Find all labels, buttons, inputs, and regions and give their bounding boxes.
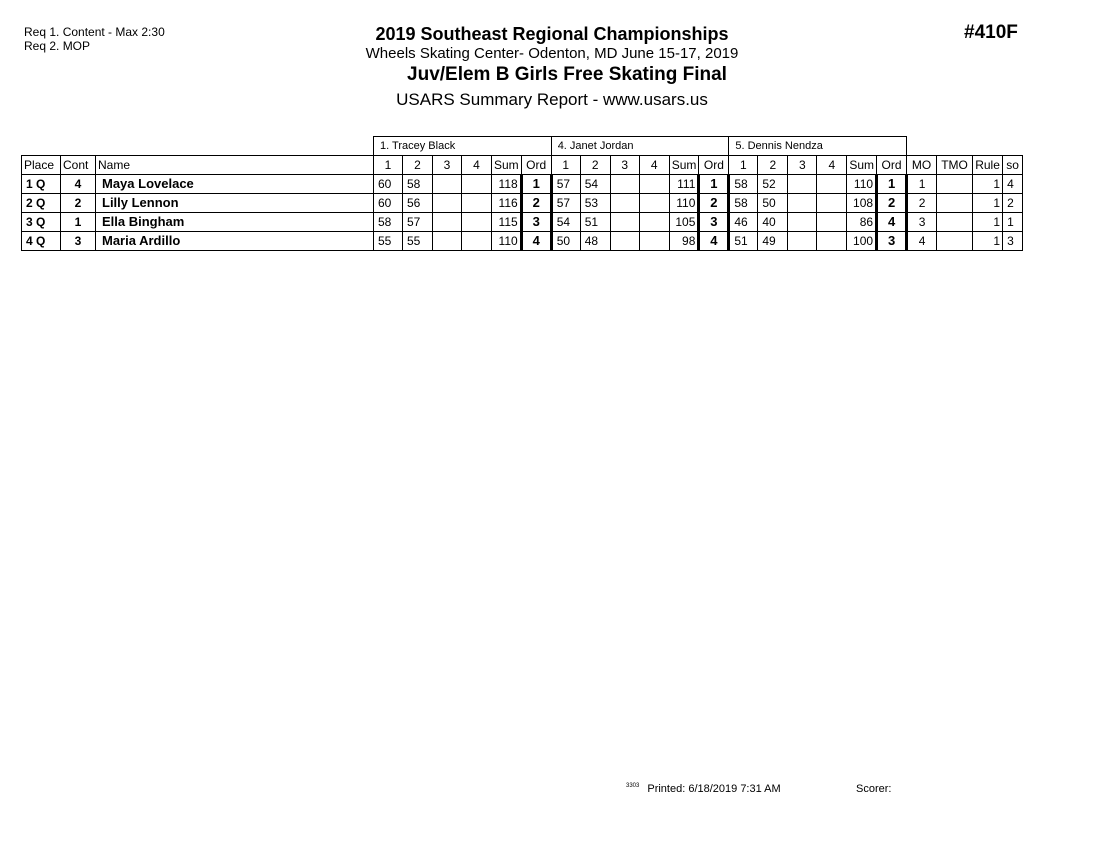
- skater-name-cell: Maria Ardillo: [96, 232, 374, 251]
- judge-score-3: [610, 194, 639, 213]
- judge-score-3: [788, 232, 817, 251]
- judge-score-1: 60: [374, 194, 403, 213]
- col-score-3: 3: [788, 156, 817, 175]
- col-score-2: 2: [758, 156, 788, 175]
- judge-score-2: 58: [403, 175, 433, 194]
- judge-score-1: 58: [729, 175, 758, 194]
- results-table: [21, 136, 1023, 251]
- judge-ordinal: 3: [877, 232, 907, 251]
- requirement-1: Req 1. Content - Max 2:30: [24, 25, 165, 39]
- col-ord: Ord: [877, 156, 907, 175]
- judge-score-2: 49: [758, 232, 788, 251]
- col-score-1: 1: [729, 156, 758, 175]
- col-ord: Ord: [699, 156, 729, 175]
- judge-sum: 108: [847, 194, 877, 213]
- judge-sum: 110: [669, 194, 699, 213]
- judge-score-4: [817, 213, 847, 232]
- col-score-1: 1: [551, 156, 580, 175]
- judge-score-2: 51: [580, 213, 610, 232]
- place-cell: 3 Q: [22, 213, 61, 232]
- judge-ordinal: 1: [877, 175, 907, 194]
- col-tmo: TMO: [937, 156, 973, 175]
- judge-score-1: 50: [551, 232, 580, 251]
- rule-cell: 1: [973, 213, 1003, 232]
- judge-score-1: 54: [551, 213, 580, 232]
- judge-ordinal: 1: [699, 175, 729, 194]
- championship-title: 2019 Southeast Regional Championships: [375, 24, 729, 44]
- judge-sum: 105: [669, 213, 699, 232]
- contestant-number-cell: 3: [61, 232, 96, 251]
- contestant-number-cell: 4: [61, 175, 96, 194]
- judge-score-3: [433, 213, 462, 232]
- rule-cell: 1: [973, 194, 1003, 213]
- judge-score-4: [817, 175, 847, 194]
- col-score-2: 2: [403, 156, 433, 175]
- judge-score-4: [462, 175, 492, 194]
- judge-ordinal: 3: [521, 213, 551, 232]
- judge-score-2: 53: [580, 194, 610, 213]
- judge-score-2: 55: [403, 232, 433, 251]
- requirements: [24, 25, 165, 53]
- judge-sum: 110: [847, 175, 877, 194]
- judge-ordinal: 4: [699, 232, 729, 251]
- table-row: [22, 194, 1023, 213]
- col-score-3: 3: [610, 156, 639, 175]
- judge-score-1: 57: [551, 175, 580, 194]
- rule-cell: 1: [973, 175, 1003, 194]
- judge-score-4: [817, 232, 847, 251]
- judge-score-3: [788, 194, 817, 213]
- majority-ordinal-cell: 4: [907, 232, 937, 251]
- results-body: [22, 175, 1023, 251]
- place-cell: 1 Q: [22, 175, 61, 194]
- judge-score-4: [462, 213, 492, 232]
- judge-ordinal: 2: [699, 194, 729, 213]
- judge-score-1: 58: [374, 213, 403, 232]
- majority-ordinal-cell: 3: [907, 213, 937, 232]
- col-so: so: [1003, 156, 1023, 175]
- judge-ordinal: 2: [521, 194, 551, 213]
- start-order-cell: 3: [1003, 232, 1023, 251]
- event-number: #410F: [964, 22, 1018, 43]
- judge-ordinal: 4: [877, 213, 907, 232]
- total-majority-ordinal-cell: [937, 175, 973, 194]
- judge-score-3: [788, 213, 817, 232]
- judge-score-3: [433, 175, 462, 194]
- judge-sum: 115: [492, 213, 522, 232]
- contestant-number-cell: 2: [61, 194, 96, 213]
- judge-score-2: 52: [758, 175, 788, 194]
- printed-timestamp: Printed: 6/18/2019 7:31 AM: [647, 783, 781, 795]
- judge-score-3: [610, 213, 639, 232]
- judge-score-3: [433, 232, 462, 251]
- judge-score-3: [610, 232, 639, 251]
- col-score-4: 4: [639, 156, 669, 175]
- majority-ordinal-cell: 1: [907, 175, 937, 194]
- col-sum: Sum: [669, 156, 699, 175]
- judge-score-3: [610, 175, 639, 194]
- skater-name-cell: Lilly Lennon: [96, 194, 374, 213]
- judge-sum: 111: [669, 175, 699, 194]
- col-score-2: 2: [580, 156, 610, 175]
- judge-score-4: [639, 175, 669, 194]
- judge-ordinal: 2: [877, 194, 907, 213]
- start-order-cell: 1: [1003, 213, 1023, 232]
- judge-score-2: 56: [403, 194, 433, 213]
- contestant-number-cell: 1: [61, 213, 96, 232]
- judge-score-1: 58: [729, 194, 758, 213]
- judge-score-3: [433, 194, 462, 213]
- judge-sum: 118: [492, 175, 522, 194]
- judge-score-4: [639, 194, 669, 213]
- judge-score-4: [462, 232, 492, 251]
- table-row: [22, 232, 1023, 251]
- report-name: USARS Summary Report - www.usars.us: [396, 90, 708, 109]
- rule-cell: 1: [973, 232, 1003, 251]
- majority-ordinal-cell: 2: [907, 194, 937, 213]
- col-sum: Sum: [492, 156, 522, 175]
- col-score-4: 4: [462, 156, 492, 175]
- column-header-row: [22, 156, 1023, 175]
- print-info: [626, 783, 781, 795]
- col-place: Place: [22, 156, 61, 175]
- venue-date: Wheels Skating Center- Odenton, MD June 15-17, 2019: [365, 45, 739, 62]
- event-name: Juv/Elem B Girls Free Skating Final: [407, 64, 727, 85]
- judge-2: 4. Janet Jordan: [551, 137, 729, 156]
- judge-score-2: 50: [758, 194, 788, 213]
- col-mo: MO: [907, 156, 937, 175]
- judge-score-1: 55: [374, 232, 403, 251]
- judge-score-2: 40: [758, 213, 788, 232]
- judge-1: 1. Tracey Black: [374, 137, 552, 156]
- judge-3: 5. Dennis Nendza: [729, 137, 907, 156]
- judge-score-1: 51: [729, 232, 758, 251]
- col-cont: Cont: [61, 156, 96, 175]
- judge-sum: 116: [492, 194, 522, 213]
- col-rule: Rule: [973, 156, 1003, 175]
- judge-ordinal: 4: [521, 232, 551, 251]
- judge-score-4: [639, 213, 669, 232]
- judge-score-4: [639, 232, 669, 251]
- col-score-3: 3: [433, 156, 462, 175]
- judge-score-1: 60: [374, 175, 403, 194]
- judge-sum: 100: [847, 232, 877, 251]
- judge-sum: 98: [669, 232, 699, 251]
- judge-score-1: 46: [729, 213, 758, 232]
- col-name: Name: [96, 156, 374, 175]
- judge-header-row: [22, 137, 1023, 156]
- col-ord: Ord: [521, 156, 551, 175]
- table-row: [22, 175, 1023, 194]
- judge-score-2: 57: [403, 213, 433, 232]
- place-cell: 4 Q: [22, 232, 61, 251]
- col-score-4: 4: [817, 156, 847, 175]
- judge-sum: 110: [492, 232, 522, 251]
- col-score-1: 1: [374, 156, 403, 175]
- judge-ordinal: 3: [699, 213, 729, 232]
- total-majority-ordinal-cell: [937, 213, 973, 232]
- skater-name-cell: Ella Bingham: [96, 213, 374, 232]
- total-majority-ordinal-cell: [937, 232, 973, 251]
- report-code: 3303: [626, 783, 640, 789]
- judge-score-3: [788, 175, 817, 194]
- judge-score-2: 48: [580, 232, 610, 251]
- judge-score-1: 57: [551, 194, 580, 213]
- judge-score-4: [462, 194, 492, 213]
- total-majority-ordinal-cell: [937, 194, 973, 213]
- place-cell: 2 Q: [22, 194, 61, 213]
- col-sum: Sum: [847, 156, 877, 175]
- judge-score-4: [817, 194, 847, 213]
- judge-score-2: 54: [580, 175, 610, 194]
- judge-sum: 86: [847, 213, 877, 232]
- start-order-cell: 4: [1003, 175, 1023, 194]
- skater-name-cell: Maya Lovelace: [96, 175, 374, 194]
- scorer-label: Scorer:: [856, 783, 892, 795]
- table-row: [22, 213, 1023, 232]
- requirement-2: Req 2. MOP: [24, 39, 91, 53]
- judge-ordinal: 1: [521, 175, 551, 194]
- start-order-cell: 2: [1003, 194, 1023, 213]
